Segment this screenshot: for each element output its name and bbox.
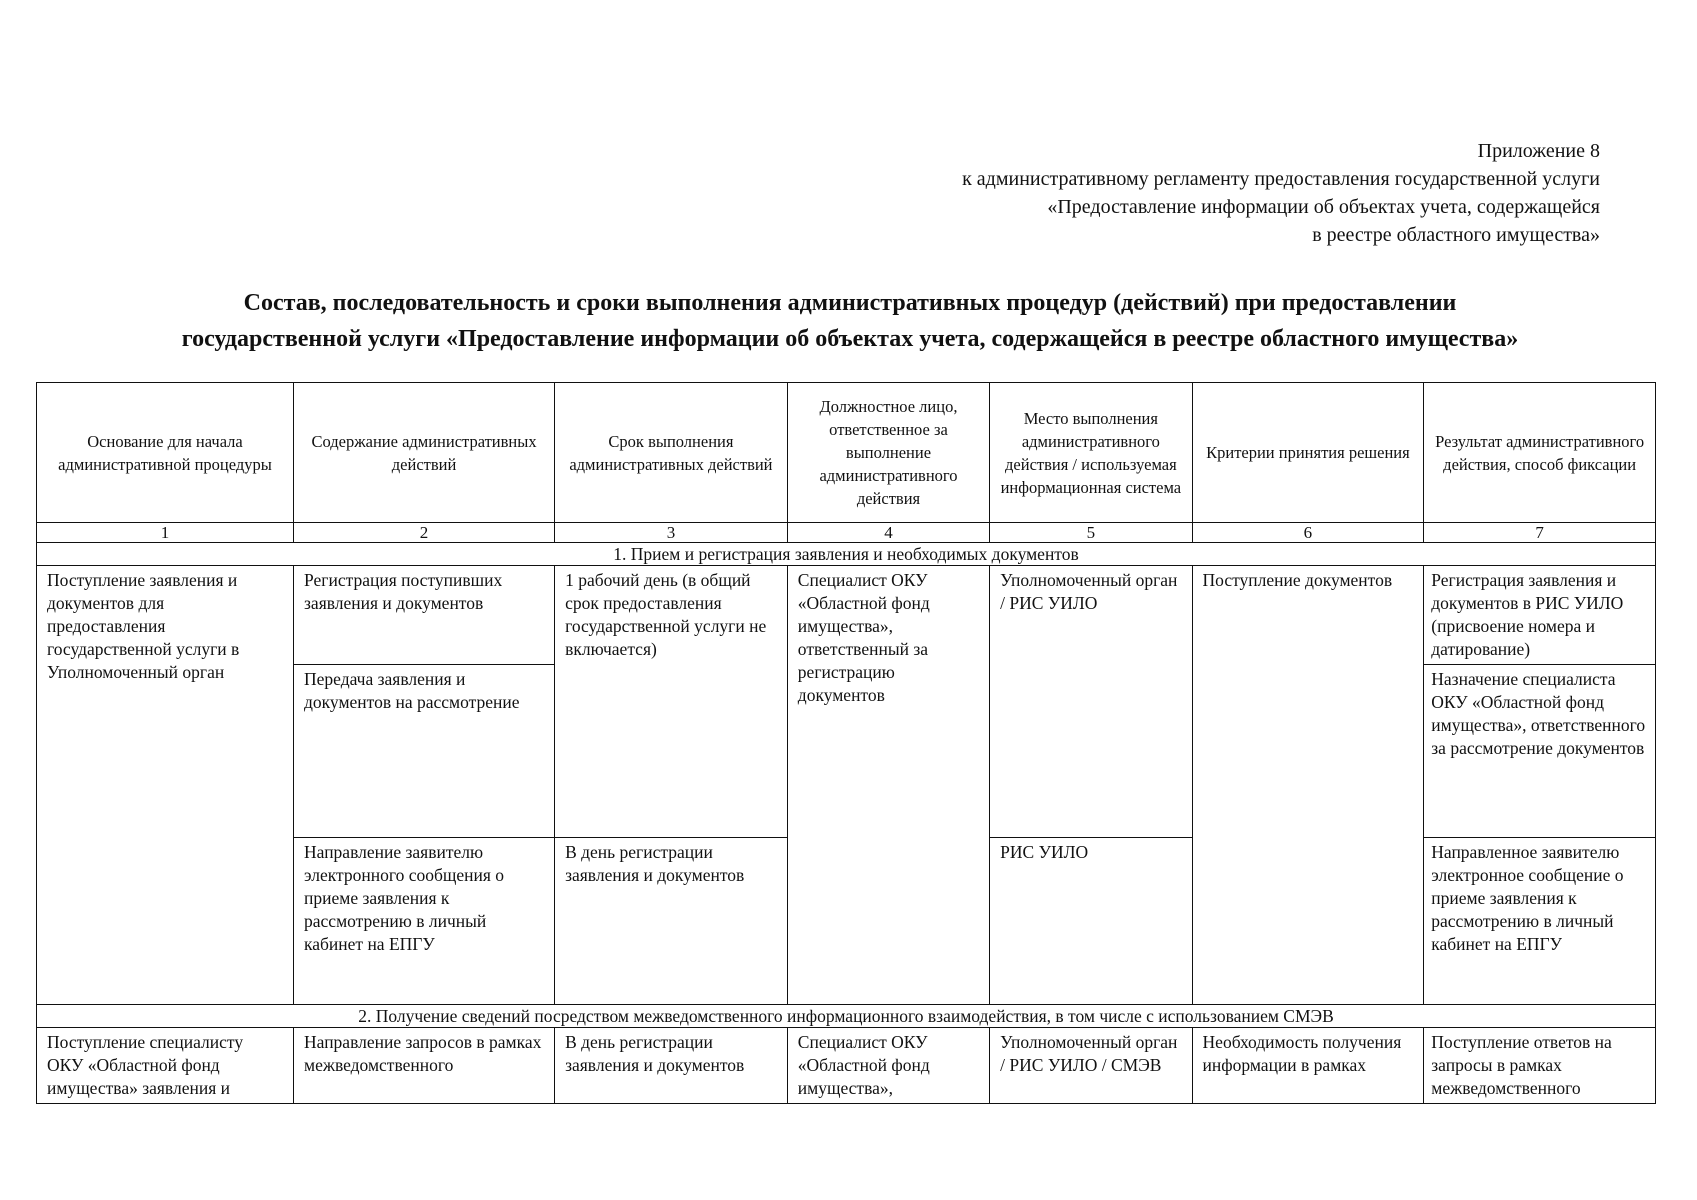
- column-header: Место выполнения административного действия / используемая информационная система: [990, 383, 1192, 523]
- action-cell: Передача заявления и документов на рассмотрение: [294, 665, 555, 838]
- column-number: 1: [37, 523, 294, 543]
- column-numbers-row: [37, 523, 1656, 543]
- section-title: 2. Получение сведений посредством межведомственного информационного взаимодействия, в том числе с использованием СМЭВ: [37, 1005, 1656, 1028]
- appendix-line: к административному регламенту предоставления государственной услуги: [962, 168, 1600, 190]
- column-number: 7: [1424, 523, 1656, 543]
- title-line: государственной услуги «Предоставление информации об объектах учета, содержащейся в реестре областного имущества»: [181, 326, 1519, 352]
- column-number: 3: [555, 523, 788, 543]
- column-number: 5: [990, 523, 1192, 543]
- place-cell: РИС УИЛО: [990, 838, 1192, 1005]
- table-row: [37, 1028, 1656, 1104]
- column-header: Содержание административных действий: [294, 383, 555, 523]
- section-row: [37, 543, 1656, 566]
- place-cell: Уполномоченный орган / РИС УИЛО: [990, 566, 1192, 838]
- procedures-table: [36, 382, 1656, 1104]
- basis-cell: Поступление специалисту ОКУ «Областной фонд имущества» заявления и: [37, 1028, 294, 1104]
- criteria-cell: Необходимость получения информации в рамках: [1192, 1028, 1424, 1104]
- action-cell: Регистрация поступивших заявления и документов: [294, 566, 555, 665]
- column-header: Результат административного действия, способ фиксации: [1424, 383, 1656, 523]
- official-cell: Специалист ОКУ «Областной фонд имущества»,: [787, 1028, 989, 1104]
- section-title: 1. Прием и регистрация заявления и необходимых документов: [37, 543, 1656, 566]
- column-header: Должностное лицо, ответственное за выполнение административного действия: [787, 383, 989, 523]
- action-cell: Направление заявителю электронного сообщения о приеме заявления к рассмотрению в личный кабинет на ЕПГУ: [294, 838, 555, 1005]
- result-cell: Регистрация заявления и документов в РИС УИЛО (присвоение номера и датирование): [1424, 566, 1656, 665]
- appendix-header: [700, 137, 1600, 249]
- appendix-line: Приложение 8: [1477, 140, 1600, 162]
- result-cell: Назначение специалиста ОКУ «Областной фонд имущества», ответственного за рассмотрение документов: [1424, 665, 1656, 838]
- result-cell: Направленное заявителю электронное сообщение о приеме заявления к рассмотрению в личный кабинет на ЕПГУ: [1424, 838, 1656, 1005]
- section-row: [37, 1005, 1656, 1028]
- column-number: 4: [787, 523, 989, 543]
- table-row: [37, 566, 1656, 665]
- term-cell: 1 рабочий день (в общий срок предоставления государственной услуги не включается): [555, 566, 788, 838]
- column-header: Срок выполнения административных действий: [555, 383, 788, 523]
- action-cell: Направление запросов в рамках межведомственного: [294, 1028, 555, 1104]
- table-header-row: [37, 383, 1656, 523]
- column-header: Критерии принятия решения: [1192, 383, 1424, 523]
- column-number: 6: [1192, 523, 1424, 543]
- column-header: Основание для начала административной процедуры: [37, 383, 294, 523]
- term-cell: В день регистрации заявления и документов: [555, 838, 788, 1005]
- result-cell: Поступление ответов на запросы в рамках межведомственного: [1424, 1028, 1656, 1104]
- official-cell: Специалист ОКУ «Областной фонд имущества», ответственный за регистрацию документов: [787, 566, 989, 1005]
- term-cell: В день регистрации заявления и документов: [555, 1028, 788, 1104]
- basis-cell: Поступление заявления и документов для предоставления государственной услуги в Уполномоченный орган: [37, 566, 294, 1005]
- appendix-line: «Предоставление информации об объектах учета, содержащейся: [1047, 196, 1600, 218]
- title-line: Состав, последовательность и сроки выполнения административных процедур (действий) при предоставлении: [243, 290, 1457, 316]
- column-number: 2: [294, 523, 555, 543]
- criteria-cell: Поступление документов: [1192, 566, 1424, 1005]
- appendix-line: в реестре областного имущества»: [1312, 224, 1600, 246]
- place-cell: Уполномоченный орган / РИС УИЛО / СМЭВ: [990, 1028, 1192, 1104]
- document-title: [40, 285, 1660, 357]
